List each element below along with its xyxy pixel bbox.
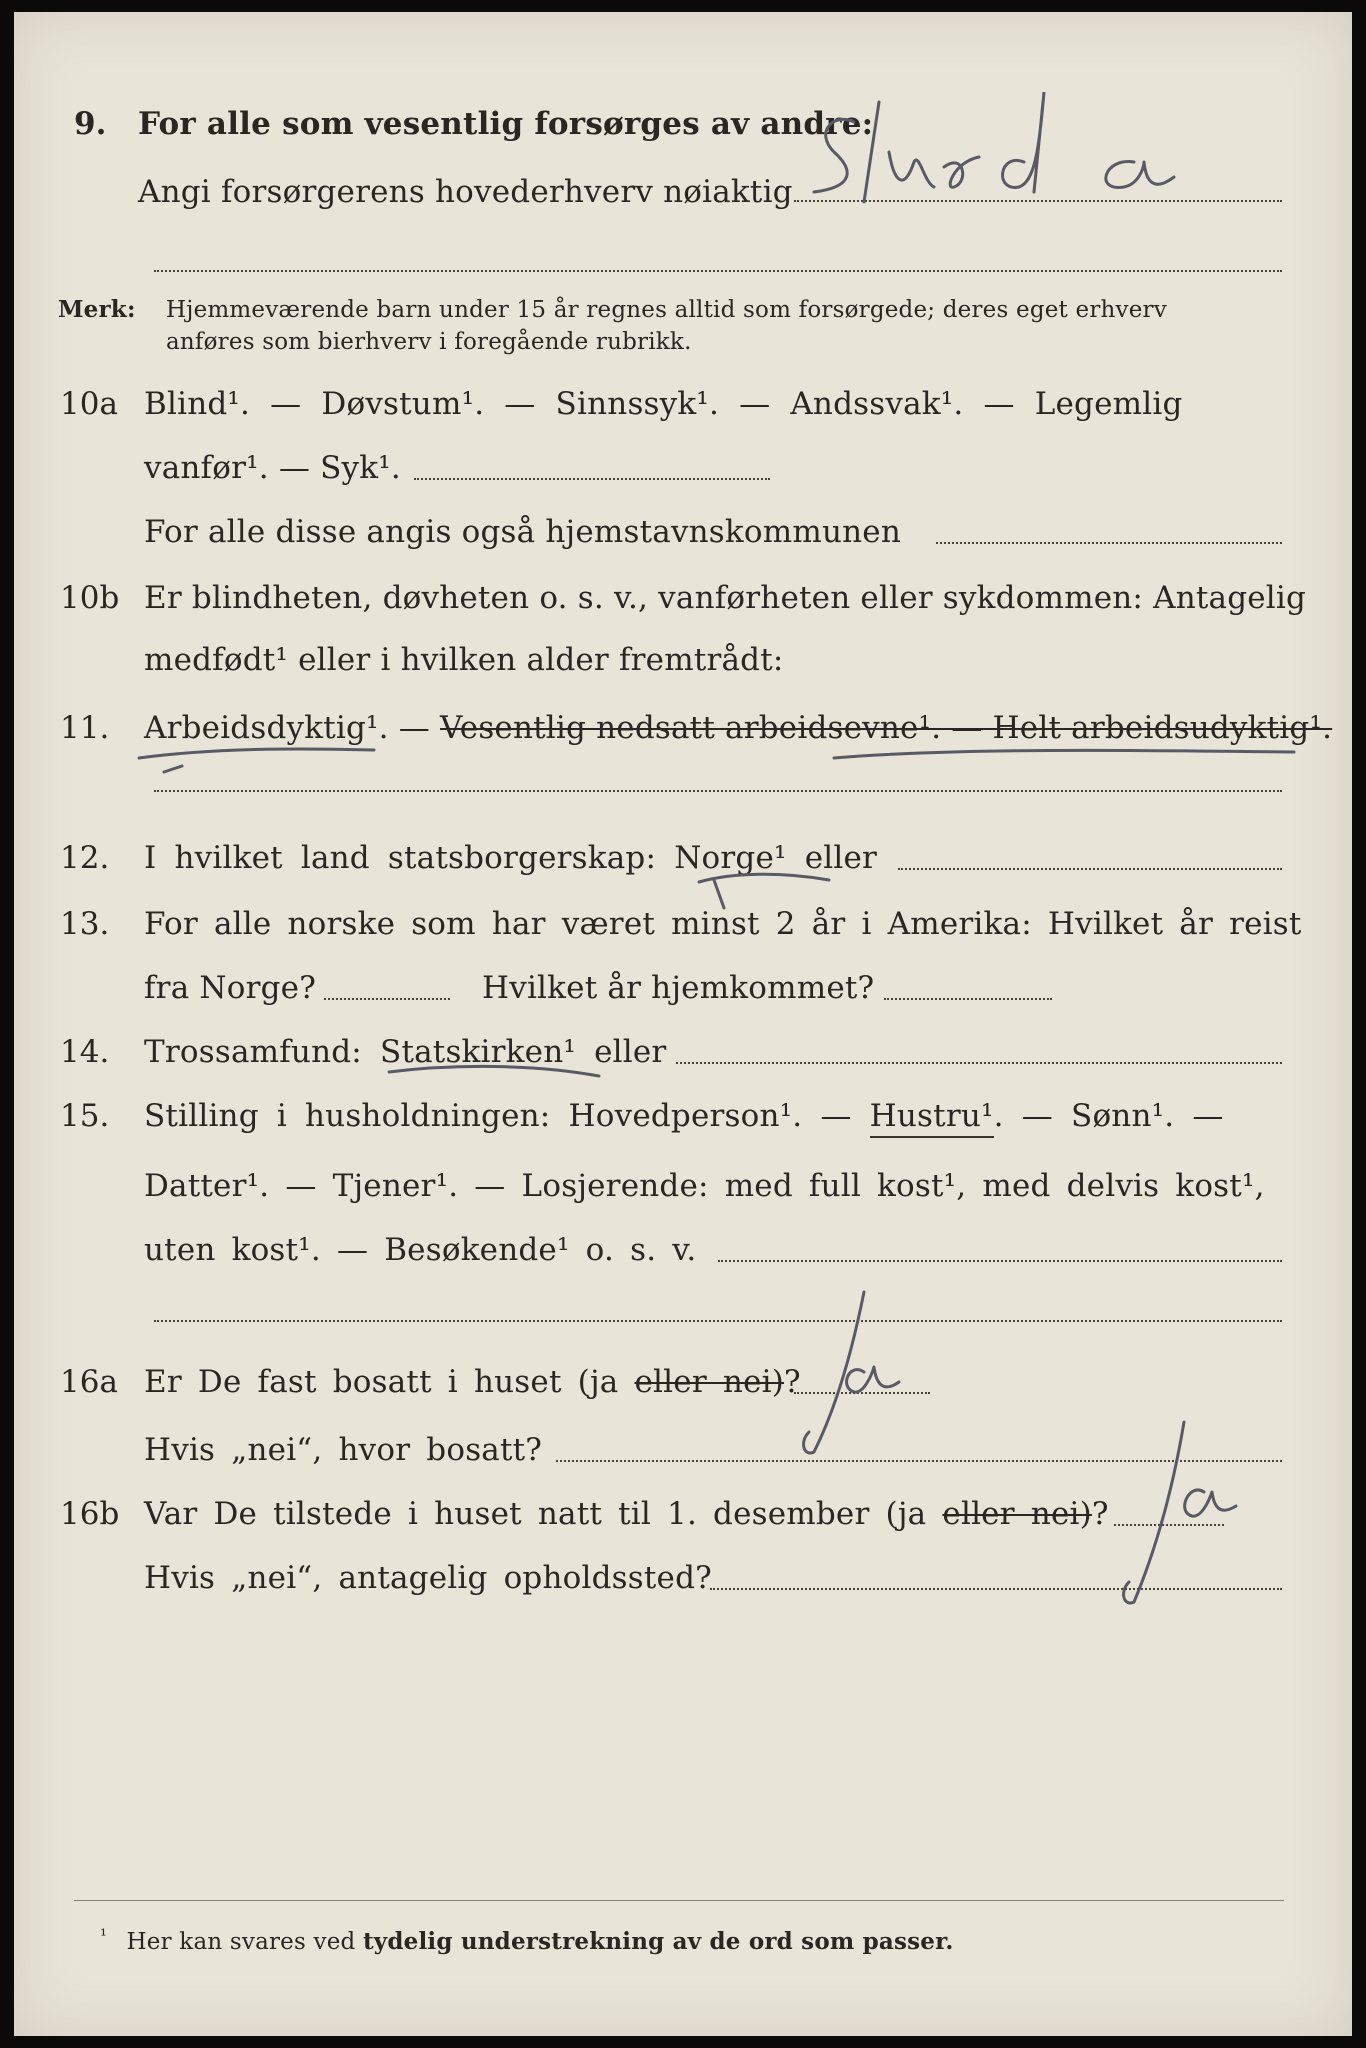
q16b-handwritten-ja (1104, 1412, 1244, 1612)
q16b-line1 (144, 1494, 1109, 1534)
q11-arbeidsdyktig: Arbeidsdyktig¹. — (144, 710, 430, 746)
q10b-line2: medfødt¹ eller i hvilken alder fremtrådt: (144, 642, 784, 678)
footnote-mark: ¹ (100, 1926, 108, 1946)
q14-question: Trossamfund: (144, 1034, 362, 1070)
q16b-question: Var De tilstede i huset natt til 1. desember (ja (144, 1496, 927, 1532)
q13-hjemkommet-line (884, 998, 1052, 1000)
q10b-line1: Er blindheten, døvheten o. s. v., vanførheten eller sykdommen: Antagelig (144, 580, 1307, 616)
q10a-line2: vanfør¹. — Syk¹. (144, 450, 401, 486)
q10a-line3: For alle disse angis også hjemstavnskommunen (144, 514, 901, 550)
q10b-number: 10b (60, 580, 120, 616)
q16b-opholdssted-line (710, 1588, 1282, 1590)
q12-norge: Norge¹ (674, 840, 787, 876)
q16b-struck: eller nei) (942, 1496, 1092, 1532)
q13-number: 13. (60, 906, 110, 942)
q15-line3: uten kost¹. — Besøkende¹ o. s. v. (144, 1232, 697, 1268)
q9-number: 9. (74, 106, 107, 142)
q14-handwritten-underline (384, 1060, 604, 1090)
q16a-ja-text: ja (794, 1282, 795, 1283)
q16b-ja-text: ja (1104, 1412, 1105, 1413)
q13-line2b: Hvilket år hjemkommet? (482, 970, 875, 1006)
q16a-question: Er De fast bosatt i huset (ja (144, 1364, 619, 1400)
q13-line2a: fra Norge? (144, 970, 317, 1006)
q15-hustru-underlined: Hustru¹ (870, 1098, 994, 1138)
q15-number: 15. (60, 1098, 110, 1134)
q16b-qmark: ? (1091, 1496, 1109, 1532)
q10a-syk-line (414, 478, 770, 480)
q13-reist-line (324, 998, 450, 1000)
merk-label: Merk: (58, 296, 136, 323)
q12-eller: eller (804, 840, 878, 876)
q10a-number: 10a (60, 386, 118, 422)
q15-answer-line (718, 1260, 1282, 1262)
q11-extra-line (154, 790, 1282, 792)
q14-answer-line (676, 1062, 1282, 1064)
q14-number: 14. (60, 1034, 110, 1070)
q15-line1-a: Stilling i husholdningen: Hovedperson¹. — (144, 1098, 852, 1134)
q9-line2: Angi forsørgerens hovederhverv nøiaktig (138, 174, 793, 210)
q14-eller: eller (594, 1034, 667, 1070)
q9-handwritten-text: Smed a (794, 92, 798, 93)
q12-question: I hvilket land statsborgerskap: (144, 840, 657, 876)
q16a-qmark: ? (784, 1364, 801, 1400)
q16a-handwritten-ja (794, 1282, 914, 1462)
q9-extra-line (154, 270, 1282, 272)
q10a-line1: Blind¹. — Døvstum¹. — Sinnssyk¹. — Andssvak¹. — Legemlig (144, 386, 1183, 422)
q16b-line2: Hvis „nei“, antagelig opholdssted? (144, 1560, 712, 1596)
q15-extra-line (154, 1320, 1282, 1322)
q13-line1: For alle norske som har været minst 2 år i Amerika: Hvilket år reist (144, 906, 1302, 942)
q11-number: 11. (60, 710, 110, 746)
footnote-rule (74, 1900, 1284, 1901)
q14-statskirken: Statskirken¹ (380, 1034, 576, 1070)
q15-line2: Datter¹. — Tjener¹. — Losjerende: med full kost¹, med delvis kost¹, (144, 1168, 1265, 1204)
q16a-line2: Hvis „nei“, hvor bosatt? (144, 1432, 543, 1468)
merk-line1: Hjemmeværende barn under 15 år regnes alltid som forsørgede; deres eget erhverv (166, 297, 1167, 323)
q16a-struck: eller nei) (634, 1364, 785, 1400)
q16a-line1 (144, 1362, 801, 1402)
q16b-number: 16b (60, 1496, 120, 1532)
q15-line1-c: . — Sønn¹. — (993, 1098, 1224, 1134)
footnote-text-b: tydelig understrekning av de ord som passer. (362, 1928, 954, 1955)
q15-line1 (144, 1096, 1224, 1136)
q11-struck-options: Vesentlig nedsatt arbeidsevne¹. — Helt arbeidsudyktig¹. (440, 710, 1333, 746)
q16a-number: 16a (60, 1364, 118, 1400)
q10a-hjemstavn-line (936, 542, 1282, 544)
footnote-text-a: Her kan svares ved (126, 1929, 356, 1955)
q9-handwritten-answer (794, 92, 1274, 212)
q11-handwritten-underline (134, 740, 1304, 780)
merk-line2: anføres som bierhverv i foregående rubrikk. (166, 329, 692, 355)
q9-line1: For alle som vesentlig forsørges av andre: (138, 106, 874, 142)
q12-number: 12. (60, 840, 110, 876)
q12-answer-line (898, 868, 1282, 870)
footnote (100, 1920, 954, 1958)
census-form-page (14, 12, 1352, 2036)
